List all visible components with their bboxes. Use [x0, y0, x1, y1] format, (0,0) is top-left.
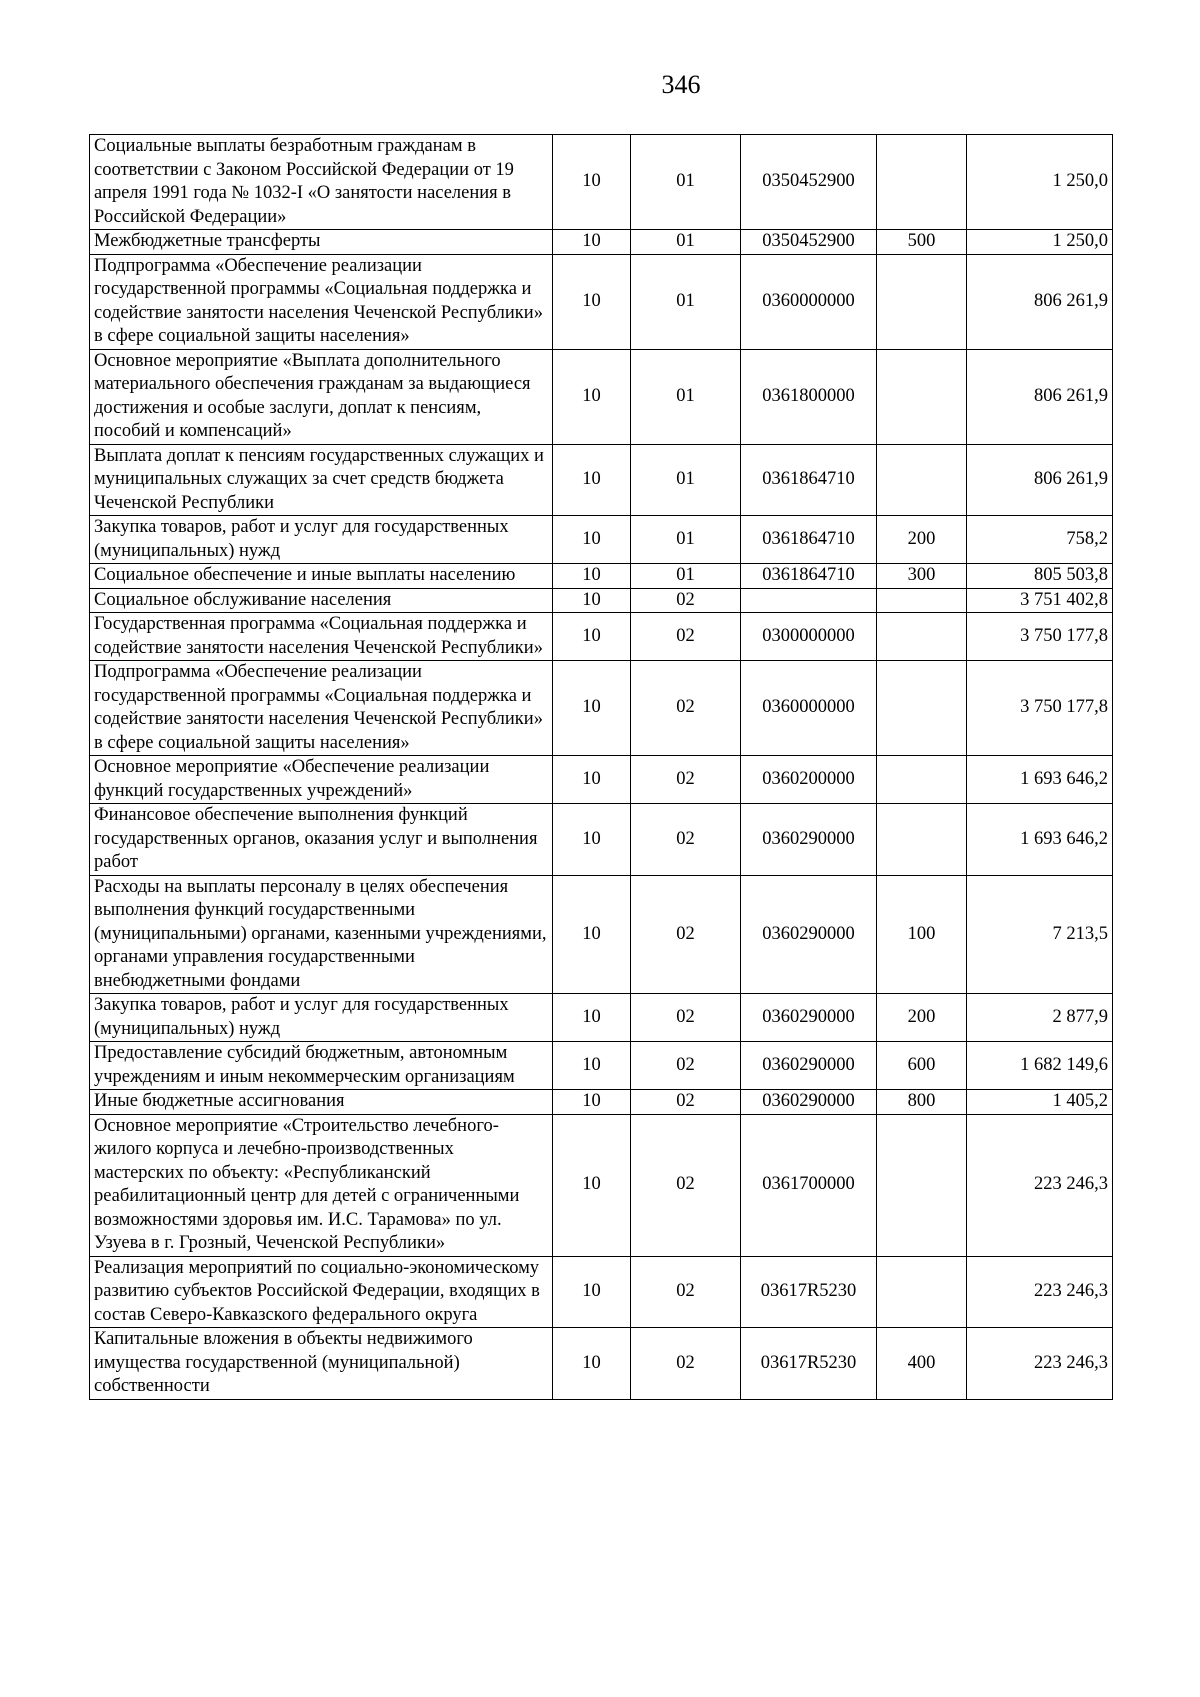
- expense-type-cell: 400: [877, 1328, 967, 1400]
- row-name-cell: Социальное обслуживание населения: [90, 588, 553, 613]
- section-code-cell: 10: [553, 564, 631, 589]
- target-article-cell: 0361700000: [741, 1114, 877, 1256]
- row-name-cell: Основное мероприятие «Обеспечение реализации функций государственных учреждений»: [90, 756, 553, 804]
- row-name-cell: Финансовое обеспечение выполнения функций государственных органов, оказания услуг и выполнения работ: [90, 804, 553, 876]
- section-code-cell: 10: [553, 230, 631, 255]
- subsection-code-cell: 01: [631, 135, 741, 230]
- amount-cell: 806 261,9: [967, 444, 1113, 516]
- expense-type-cell: [877, 254, 967, 349]
- subsection-code-cell: 01: [631, 516, 741, 564]
- amount-cell: 7 213,5: [967, 875, 1113, 994]
- row-name-cell: Выплата доплат к пенсиям государственных служащих и муниципальных служащих за счет средств бюджета Чеченской Республики: [90, 444, 553, 516]
- amount-cell: 1 693 646,2: [967, 756, 1113, 804]
- row-name-cell: Государственная программа «Социальная поддержка и содействие занятости населения Чеченской Республики»: [90, 613, 553, 661]
- amount-cell: 1 405,2: [967, 1090, 1113, 1115]
- table-row: [90, 1042, 1113, 1090]
- amount-cell: 806 261,9: [967, 349, 1113, 444]
- row-name-cell: Основное мероприятие «Строительство лечебного-жилого корпуса и лечебно-производственных мастерских по объекту: «Республиканский реабилитационный центр для детей с ограниченными возможностями здоровья им. И.С. Тарамова» по ул. Узуева в г. Грозный, Чеченской Республики»: [90, 1114, 553, 1256]
- table-row: [90, 564, 1113, 589]
- section-code-cell: 10: [553, 135, 631, 230]
- row-name-cell: Закупка товаров, работ и услуг для государственных (муниципальных) нужд: [90, 516, 553, 564]
- table-row: [90, 1328, 1113, 1400]
- table-row: [90, 135, 1113, 230]
- amount-cell: 2 877,9: [967, 994, 1113, 1042]
- target-article-cell: 0361864710: [741, 516, 877, 564]
- expense-type-cell: [877, 135, 967, 230]
- target-article-cell: 0361864710: [741, 444, 877, 516]
- amount-cell: 3 751 402,8: [967, 588, 1113, 613]
- amount-cell: 3 750 177,8: [967, 613, 1113, 661]
- row-name-cell: Межбюджетные трансферты: [90, 230, 553, 255]
- expense-type-cell: 500: [877, 230, 967, 255]
- amount-cell: 223 246,3: [967, 1256, 1113, 1328]
- target-article-cell: 0360200000: [741, 756, 877, 804]
- row-name-cell: Основное мероприятие «Выплата дополнительного материального обеспечения гражданам за выдающиеся достижения и особые заслуги, доплат к пенсиям, пособий и компенсаций»: [90, 349, 553, 444]
- budget-table-body: [90, 135, 1113, 1400]
- budget-table: [89, 134, 1113, 1400]
- row-name-cell: Социальное обеспечение и иные выплаты населению: [90, 564, 553, 589]
- section-code-cell: 10: [553, 1114, 631, 1256]
- section-code-cell: 10: [553, 613, 631, 661]
- section-code-cell: 10: [553, 1042, 631, 1090]
- target-article-cell: 0360000000: [741, 254, 877, 349]
- row-name-cell: Социальные выплаты безработным гражданам в соответствии с Законом Российской Федерации от 19 апреля 1991 года № 1032-I «О занятости населения в Российской Федерации»: [90, 135, 553, 230]
- subsection-code-cell: 02: [631, 1114, 741, 1256]
- subsection-code-cell: 02: [631, 875, 741, 994]
- target-article-cell: 0360290000: [741, 875, 877, 994]
- expense-type-cell: 300: [877, 564, 967, 589]
- table-row: [90, 875, 1113, 994]
- page-number: 346: [661, 70, 701, 99]
- subsection-code-cell: 02: [631, 756, 741, 804]
- subsection-code-cell: 01: [631, 564, 741, 589]
- section-code-cell: 10: [553, 994, 631, 1042]
- target-article-cell: 0360000000: [741, 661, 877, 756]
- section-code-cell: 10: [553, 875, 631, 994]
- section-code-cell: 10: [553, 756, 631, 804]
- row-name-cell: Капитальные вложения в объекты недвижимого имущества государственной (муниципальной) собственности: [90, 1328, 553, 1400]
- subsection-code-cell: 02: [631, 588, 741, 613]
- target-article-cell: [741, 588, 877, 613]
- table-row: [90, 254, 1113, 349]
- row-name-cell: Подпрограмма «Обеспечение реализации государственной программы «Социальная поддержка и содействие занятости населения Чеченской Республики» в сфере социальной защиты населения»: [90, 661, 553, 756]
- section-code-cell: 10: [553, 1256, 631, 1328]
- table-row: [90, 1090, 1113, 1115]
- target-article-cell: 0360290000: [741, 1042, 877, 1090]
- subsection-code-cell: 01: [631, 254, 741, 349]
- expense-type-cell: [877, 613, 967, 661]
- subsection-code-cell: 02: [631, 804, 741, 876]
- amount-cell: 1 250,0: [967, 135, 1113, 230]
- section-code-cell: 10: [553, 804, 631, 876]
- amount-cell: 1 250,0: [967, 230, 1113, 255]
- subsection-code-cell: 01: [631, 444, 741, 516]
- subsection-code-cell: 01: [631, 349, 741, 444]
- table-row: [90, 613, 1113, 661]
- subsection-code-cell: 02: [631, 661, 741, 756]
- target-article-cell: 0360290000: [741, 994, 877, 1042]
- row-name-cell: Реализация мероприятий по социально-экономическому развитию субъектов Российской Федерации, входящих в состав Северо-Кавказского федерального округа: [90, 1256, 553, 1328]
- row-name-cell: Предоставление субсидий бюджетным, автономным учреждениям и иным некоммерческим организациям: [90, 1042, 553, 1090]
- target-article-cell: 0361800000: [741, 349, 877, 444]
- subsection-code-cell: 02: [631, 1328, 741, 1400]
- subsection-code-cell: 01: [631, 230, 741, 255]
- table-row: [90, 588, 1113, 613]
- target-article-cell: 0361864710: [741, 564, 877, 589]
- subsection-code-cell: 02: [631, 1042, 741, 1090]
- expense-type-cell: [877, 1256, 967, 1328]
- table-row: [90, 756, 1113, 804]
- expense-type-cell: [877, 804, 967, 876]
- expense-type-cell: 800: [877, 1090, 967, 1115]
- expense-type-cell: [877, 661, 967, 756]
- table-row: [90, 804, 1113, 876]
- expense-type-cell: [877, 444, 967, 516]
- subsection-code-cell: 02: [631, 1090, 741, 1115]
- section-code-cell: 10: [553, 444, 631, 516]
- section-code-cell: 10: [553, 1090, 631, 1115]
- table-row: [90, 230, 1113, 255]
- target-article-cell: 0360290000: [741, 1090, 877, 1115]
- section-code-cell: 10: [553, 1328, 631, 1400]
- expense-type-cell: [877, 756, 967, 804]
- section-code-cell: 10: [553, 516, 631, 564]
- row-name-cell: Расходы на выплаты персоналу в целях обеспечения выполнения функций государственными (муниципальными) органами, казенными учреждениями, органами управления государственными внебюджетными фондами: [90, 875, 553, 994]
- section-code-cell: 10: [553, 349, 631, 444]
- section-code-cell: 10: [553, 588, 631, 613]
- amount-cell: 758,2: [967, 516, 1113, 564]
- table-row: [90, 661, 1113, 756]
- target-article-cell: 03617R5230: [741, 1328, 877, 1400]
- expense-type-cell: [877, 1114, 967, 1256]
- expense-type-cell: [877, 588, 967, 613]
- target-article-cell: 03617R5230: [741, 1256, 877, 1328]
- table-row: [90, 444, 1113, 516]
- amount-cell: 1 693 646,2: [967, 804, 1113, 876]
- expense-type-cell: [877, 349, 967, 444]
- target-article-cell: 0350452900: [741, 230, 877, 255]
- table-row: [90, 1114, 1113, 1256]
- section-code-cell: 10: [553, 661, 631, 756]
- target-article-cell: 0300000000: [741, 613, 877, 661]
- section-code-cell: 10: [553, 254, 631, 349]
- table-row: [90, 516, 1113, 564]
- amount-cell: 3 750 177,8: [967, 661, 1113, 756]
- expense-type-cell: 200: [877, 516, 967, 564]
- table-row: [90, 1256, 1113, 1328]
- amount-cell: 805 503,8: [967, 564, 1113, 589]
- subsection-code-cell: 02: [631, 994, 741, 1042]
- table-row: [90, 994, 1113, 1042]
- expense-type-cell: 100: [877, 875, 967, 994]
- target-article-cell: 0350452900: [741, 135, 877, 230]
- expense-type-cell: 200: [877, 994, 967, 1042]
- row-name-cell: Подпрограмма «Обеспечение реализации государственной программы «Социальная поддержка и содействие занятости населения Чеченской Республики» в сфере социальной защиты населения»: [90, 254, 553, 349]
- row-name-cell: Закупка товаров, работ и услуг для государственных (муниципальных) нужд: [90, 994, 553, 1042]
- table-row: [90, 349, 1113, 444]
- amount-cell: 806 261,9: [967, 254, 1113, 349]
- expense-type-cell: 600: [877, 1042, 967, 1090]
- amount-cell: 1 682 149,6: [967, 1042, 1113, 1090]
- row-name-cell: Иные бюджетные ассигнования: [90, 1090, 553, 1115]
- amount-cell: 223 246,3: [967, 1114, 1113, 1256]
- subsection-code-cell: 02: [631, 1256, 741, 1328]
- target-article-cell: 0360290000: [741, 804, 877, 876]
- amount-cell: 223 246,3: [967, 1328, 1113, 1400]
- subsection-code-cell: 02: [631, 613, 741, 661]
